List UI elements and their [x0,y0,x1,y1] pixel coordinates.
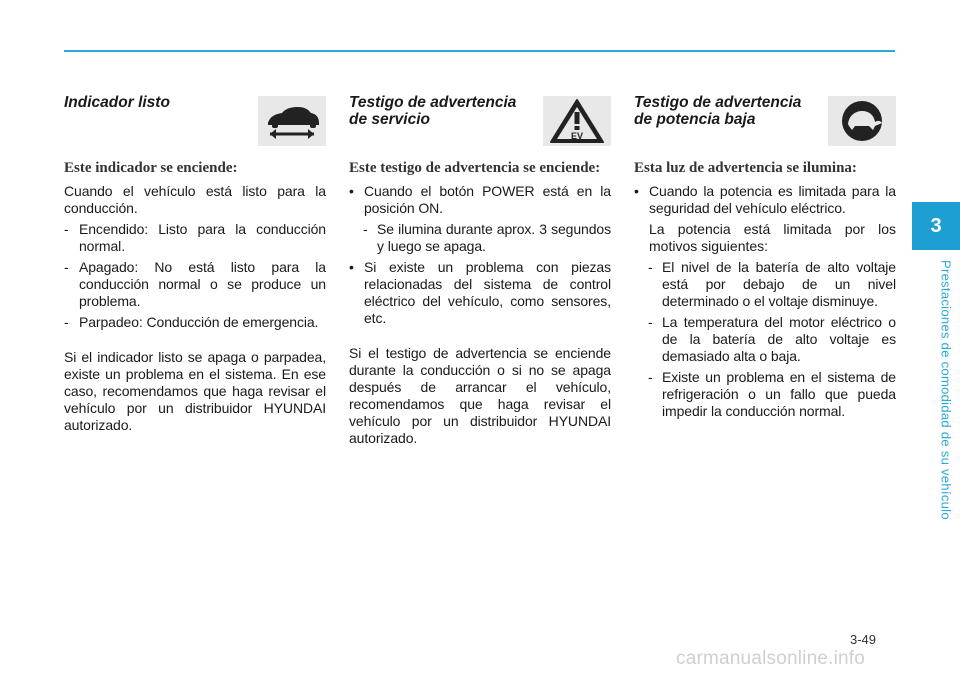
list-item-note: La potencia está limitada por los motivos siguientes: [649,221,896,254]
section-header [349,92,611,154]
sub-list-item: - La temperatura del motor eléctrico o de la batería de alto voltaje es demasiado alta o baja. [648,314,896,364]
list-item: - Encendido: Listo para la conducción normal. [64,221,326,254]
svg-text:EV: EV [570,131,584,141]
ready-car-icon [258,96,326,146]
intro-text: Cuando el vehículo está listo para la conducción. [64,183,326,216]
section-subtitle: Este testigo de advertencia se enciende: [349,160,601,176]
ev-service-warning-icon [543,96,611,146]
chapter-tab[interactable]: 3 [912,202,960,250]
section-low-power-warning [634,92,896,424]
section-header [634,92,896,154]
page-number: 3-49 [850,632,877,647]
list-item: • Si existe un problema con piezas relacionadas del sistema de control eléctrico del vehículo, como sensores, etc. [349,259,611,326]
section-subtitle: Esta luz de advertencia se ilumina: [634,160,857,176]
section-ready-indicator [64,92,326,438]
section-title: Testigo de advertencia de potencia baja [634,94,802,128]
section-title: Indicador listo [64,94,170,111]
section-service-warning [349,92,611,451]
body-paragraph: Si el testigo de advertencia se enciende durante la conducción o si no se apaga después de arrancar el vehículo, recomendamos que haga revisar el vehículo por un distribuidor HYUNDAI autorizado. [349,345,611,446]
section-title: Testigo de advertencia de servicio [349,94,517,128]
list-item: • Cuando la potencia es limitada para la seguridad del vehículo eléctrico. [634,183,896,216]
sub-list-item: - El nivel de la batería de alto voltaje está por debajo de un nivel determinado o el voltaje disminuye. [648,259,896,309]
list-item: • Cuando el botón POWER está en la posición ON. [349,183,611,216]
section-header [64,92,326,154]
body-paragraph: Si el indicador listo se apaga o parpadea, existe un problema en el sistema. En ese caso, recomendamos que haga revisar el vehículo por un distribuidor HYUNDAI autorizado. [64,349,326,433]
sub-list-item: - Existe un problema en el sistema de refrigeración o un fallo que pueda impedir la conducción normal. [648,369,896,419]
list-item: - Apagado: No está listo para la conducción normal o se produce un problema. [64,259,326,309]
watermark: carmanualsonline.info [676,648,866,669]
list-item: - Parpadeo: Conducción de emergencia. [64,314,319,330]
header-rule [64,50,895,52]
section-subtitle: Este indicador se enciende: [64,160,238,176]
turtle-icon [828,96,896,146]
chapter-title: Prestaciones de comodidad de su vehículo [938,260,954,520]
sub-list-item: - Se ilumina durante aprox. 3 segundos y luego se apaga. [363,221,611,254]
